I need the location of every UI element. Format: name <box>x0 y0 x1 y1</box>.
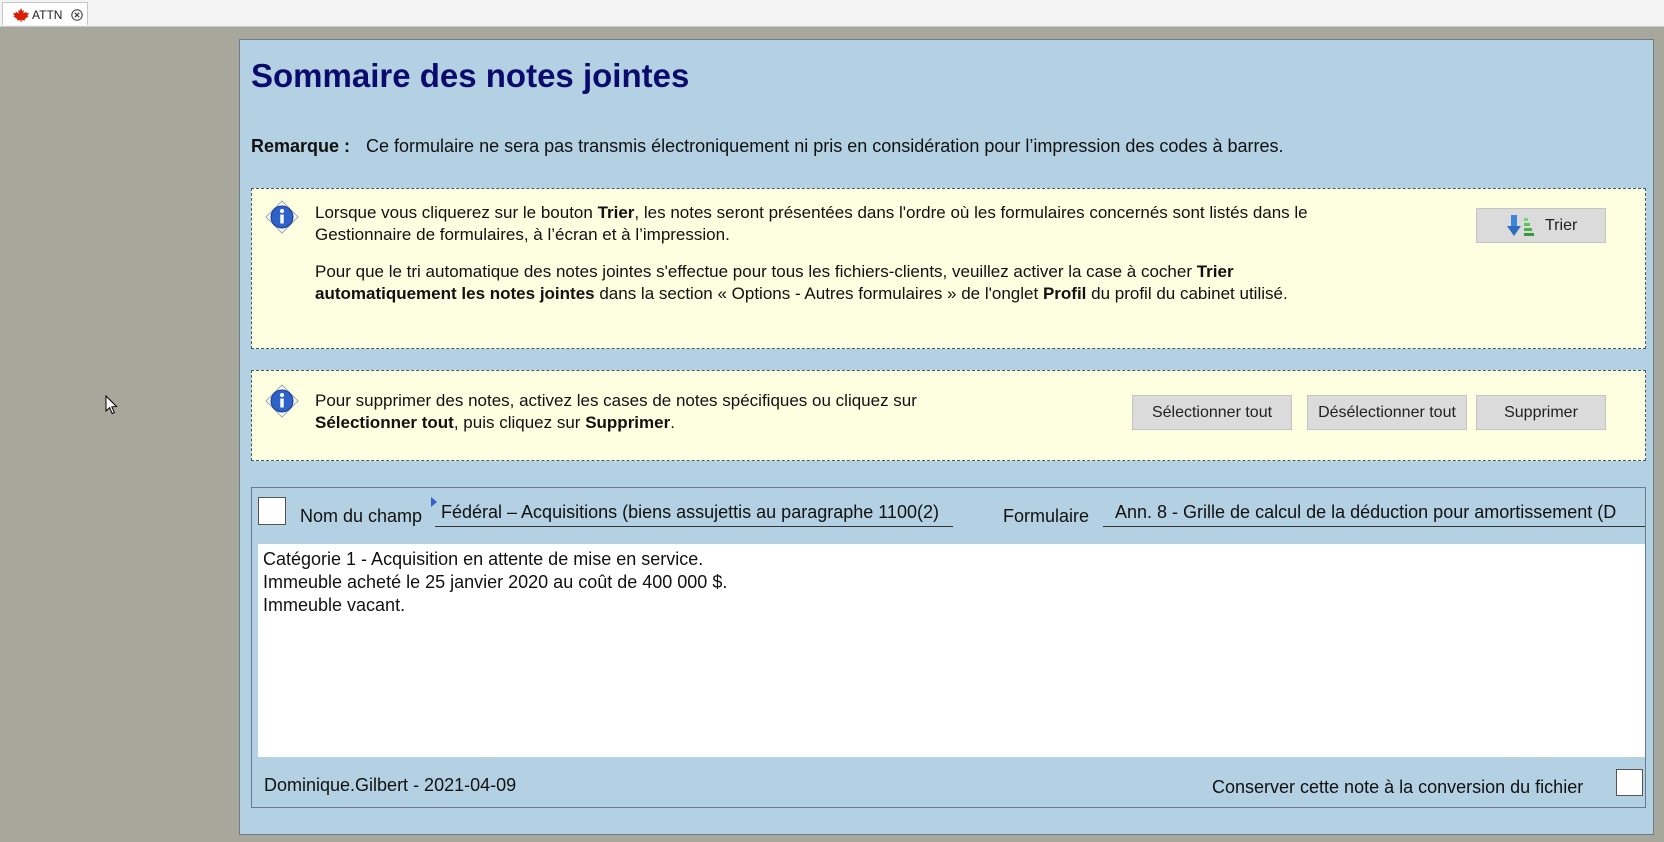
sort-info-text: , les notes seront présentées dans l'ordre où les formulaires concernés sont listés dans le Gestionnaire de formulaires, à l’écran et à l’impression. <box>315 203 1308 244</box>
sort-info-emphasis: Trier <box>597 203 635 222</box>
mouse-cursor-icon <box>105 395 119 415</box>
sort-info-emphasis: Trier automatiquement les notes jointes <box>315 262 1234 303</box>
sort-info-box <box>251 188 1646 349</box>
delete-info-paragraph <box>315 390 1015 434</box>
sort-button-label: Trier <box>1545 217 1578 234</box>
form-label: Formulaire <box>1003 506 1090 526</box>
note-text-area[interactable]: Catégorie 1 - Acquisition en attente de mise en service. Immeuble acheté le 25 janvier 2020 au coût de 400 000 $. Immeuble vacant. <box>258 544 1645 757</box>
form-link[interactable]: Ann. 8 - Grille de calcul de la déduction pour amortissement (D <box>1103 502 1645 527</box>
sort-info-text: dans la section « Options - Autres formulaires » de l'onglet <box>594 284 1043 303</box>
keep-note-label: Conserver cette note à la conversion du fichier <box>1212 777 1584 797</box>
delete-info-text: Pour supprimer des notes, activez les cases de notes spécifiques ou cliquez sur <box>315 391 917 410</box>
page-title: Sommaire des notes jointes <box>251 57 690 94</box>
sort-info-text: Lorsque vous cliquerez sur le bouton <box>315 203 598 222</box>
sort-icon <box>1507 214 1535 238</box>
remark <box>251 136 1283 157</box>
delete-info-text: , puis cliquez sur <box>453 413 586 432</box>
sort-info-text: Pour que le tri automatique des notes jointes s'effectue pour tous les fichiers-clients, veuillez activer la case à cocher <box>315 262 1197 281</box>
sort-button[interactable] <box>1476 208 1606 243</box>
delete-info-emphasis: Supprimer <box>585 413 671 432</box>
info-icon <box>264 199 300 235</box>
sort-info-emphasis: Profil <box>1042 284 1087 303</box>
note-author-date: Dominique.Gilbert - 2021-04-09 <box>264 775 517 795</box>
delete-info-box <box>251 370 1646 461</box>
note-footer <box>252 757 1645 809</box>
sort-info-paragraph-1 <box>315 202 1315 246</box>
maple-leaf-icon <box>13 8 29 22</box>
delete-button[interactable]: Supprimer <box>1476 395 1606 430</box>
field-name-label: Nom du champ <box>300 506 423 526</box>
note-header <box>252 488 1645 544</box>
note-select-checkbox[interactable] <box>258 497 286 525</box>
remark-label: Remarque : <box>251 136 351 156</box>
note-card <box>251 487 1646 808</box>
delete-info-text: . <box>670 413 675 432</box>
tab-label: ATTN <box>32 8 63 22</box>
delete-info-emphasis: Sélectionner tout <box>315 413 454 432</box>
keep-note-checkbox[interactable] <box>1616 769 1643 796</box>
field-name-link[interactable]: Fédéral – Acquisitions (biens assujettis au paragraphe 1100(2) <box>435 502 953 527</box>
tab-attn[interactable] <box>2 2 88 25</box>
sort-info-text: du profil du cabinet utilisé. <box>1086 284 1288 303</box>
deselect-all-button[interactable]: Désélectionner tout <box>1307 395 1467 430</box>
close-icon[interactable] <box>71 9 83 21</box>
info-icon <box>264 383 300 419</box>
sort-info-paragraph-2 <box>315 261 1315 305</box>
remark-text: Ce formulaire ne sera pas transmis électroniquement ni pris en considération pour l’impression des codes à barres. <box>366 136 1284 156</box>
form-panel <box>239 39 1654 835</box>
select-all-button[interactable]: Sélectionner tout <box>1132 395 1292 430</box>
tab-bar <box>0 0 1664 27</box>
